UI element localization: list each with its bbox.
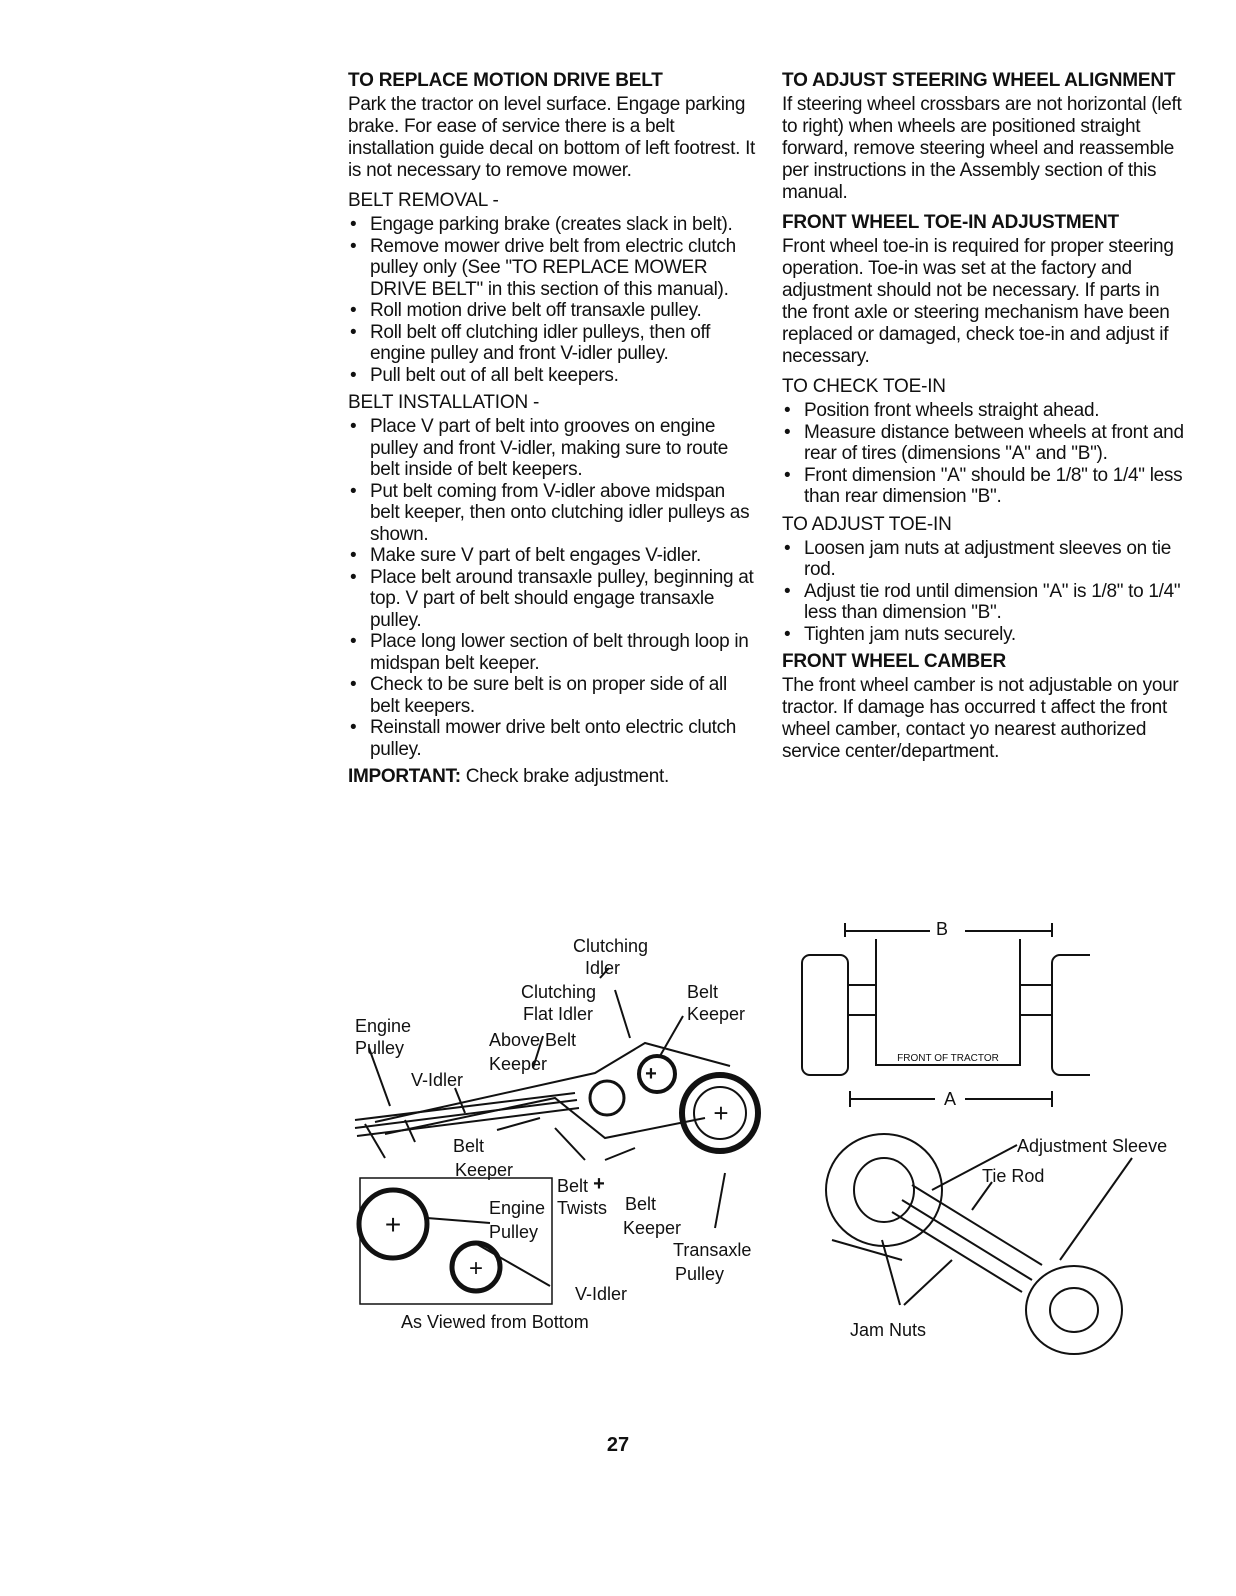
dimension-a-label: A [943, 1089, 957, 1109]
svg-text:+: + [384, 1209, 402, 1240]
axle-diagram [812, 1130, 1192, 1365]
list-item: • Place belt around transaxle pulley, beginning at top. V part of belt should engage transaxle pulley. [348, 567, 758, 632]
toe-in-text: Front wheel toe-in is required for proper steering operation. Toe-in was set at the factory and adjustment should not be necessary. If parts in the front axle or steering mechanism have been replaced or damaged, check toe-in and adjust if necessary. [782, 236, 1174, 367]
clutching-idler-label-2: Idler [585, 958, 621, 978]
belt-keeper-top-label-1: Belt [687, 982, 719, 1002]
v-idler-label: V-Idler [411, 1070, 464, 1090]
camber-heading: FRONT WHEEL CAMBER [782, 651, 1007, 672]
front-of-tractor-label: FRONT OF TRACTOR [897, 1053, 999, 1064]
check-toe-in-list [782, 400, 1187, 508]
motion-belt-intro: Park the tractor on level surface. Engage parking brake. For ease of service there is a belt installation guide decal on bottom of left footrest. It is not necessary to remove mower. [348, 94, 756, 181]
important-text: Check brake adjustment. [460, 766, 669, 787]
above-belt-keeper-label-1: Above Belt [489, 1030, 577, 1050]
svg-text:+: + [713, 1098, 729, 1128]
list-item: • Loosen jam nuts at adjustment sleeves on tie rod. [782, 538, 1187, 581]
camber-text: The front wheel camber is not adjustable on your tractor. If damage has occurred t affect the front wheel camber, contact yo nearest authorized service center/department. [782, 675, 1179, 762]
belt-removal-list [348, 214, 758, 386]
belt-installation-list [348, 416, 758, 760]
list-item: • Tighten jam nuts securely. [782, 624, 1187, 646]
list-item: • Remove mower drive belt from electric clutch pulley only (See "TO REPLACE MOWER DRIVE BELT" in this section of this manual). [348, 236, 758, 301]
adjust-toe-in-list [782, 538, 1187, 646]
list-item: • Measure distance between wheels at front and rear of tires (dimensions "A" and "B"). [782, 422, 1187, 465]
tie-rod-label: Tie Rod [982, 1166, 1045, 1186]
steering-alignment-text: If steering wheel crossbars are not horizontal (left to right) when wheels are positioned straight forward, remove steering wheel and reassemble per instructions in the Assembly section of this manual. [782, 94, 1182, 203]
list-item: • Roll motion drive belt off transaxle pulley. [348, 300, 758, 322]
page-number: 27 [606, 1434, 630, 1456]
check-toe-in-heading: TO CHECK TOE-IN [782, 376, 946, 397]
list-item: • Make sure V part of belt engages V-idler. [348, 545, 758, 567]
list-item: • Check to be sure belt is on proper side of all belt keepers. [348, 674, 758, 717]
steering-alignment-heading: TO ADJUST STEERING WHEEL ALIGNMENT [782, 70, 1176, 91]
list-item: • Adjust tie rod until dimension "A" is 1/8" to 1/4" less than dimension "B". [782, 581, 1187, 624]
adjustment-sleeve-label: Adjustment Sleeve [1017, 1136, 1168, 1156]
clutching-flat-idler-label-2: Flat Idler [523, 1004, 594, 1024]
list-item: • Put belt coming from V-idler above midspan belt keeper, then onto clutching idler pulleys as shown. [348, 481, 758, 546]
belt-keeper-left-label-2: Keeper [455, 1160, 514, 1180]
important-label: IMPORTANT: [348, 766, 461, 787]
belt-keeper-bottom-label-2: Keeper [623, 1218, 682, 1238]
motion-belt-heading: TO REPLACE MOTION DRIVE BELT [348, 70, 663, 91]
list-item: • Reinstall mower drive belt onto electric clutch pulley. [348, 717, 758, 760]
list-item: • Place V part of belt into grooves on engine pulley and front V-idler, making sure to route belt inside of belt keepers. [348, 416, 758, 481]
toe-in-heading: FRONT WHEEL TOE-IN ADJUSTMENT [782, 212, 1119, 233]
diagram-caption: As Viewed from Bottom [401, 1312, 589, 1332]
inset-engine-pulley-label-2: Pulley [489, 1222, 539, 1242]
belt-removal-heading: BELT REMOVAL - [348, 190, 499, 211]
transaxle-pulley-label-2: Pulley [675, 1264, 725, 1284]
toe-in-diagram [790, 915, 1090, 1115]
list-item: • Engage parking brake (creates slack in belt). [348, 214, 758, 236]
list-item: • Pull belt out of all belt keepers. [348, 365, 758, 387]
list-item: • Roll belt off clutching idler pulleys, then off engine pulley and front V-idler pulley. [348, 322, 758, 365]
clutching-flat-idler-label-1: Clutching [521, 982, 597, 1002]
belt-twists-label-2: Twists [557, 1198, 608, 1218]
list-item: • Place long lower section of belt through loop in midspan belt keeper. [348, 631, 758, 674]
jam-nuts-label: Jam Nuts [850, 1320, 927, 1340]
engine-pulley-label-1: Engine [355, 1016, 412, 1036]
svg-text:+: + [593, 1173, 605, 1195]
belt-installation-heading: BELT INSTALLATION - [348, 392, 540, 413]
belt-keeper-bottom-label-1: Belt [625, 1194, 657, 1214]
belt-keeper-left-label-1: Belt [453, 1136, 485, 1156]
dimension-b-label: B [935, 919, 949, 939]
transaxle-pulley-label-1: Transaxle [673, 1240, 752, 1260]
right-column [782, 70, 1187, 771]
belt-keeper-top-label-2: Keeper [687, 1004, 746, 1024]
belt-routing-diagram [345, 928, 765, 1338]
above-belt-keeper-label-2: Keeper [489, 1054, 548, 1074]
list-item: • Position front wheels straight ahead. [782, 400, 1187, 422]
important-note [348, 766, 758, 788]
svg-text:+: + [468, 1255, 484, 1282]
clutching-idler-label-1: Clutching [573, 936, 649, 956]
list-item: • Front dimension "A" should be 1/8" to 1/4" less than rear dimension "B". [782, 465, 1187, 508]
belt-twists-label-1: Belt [557, 1176, 589, 1196]
svg-text:+: + [645, 1063, 657, 1085]
engine-pulley-label-2: Pulley [355, 1038, 405, 1058]
inset-engine-pulley-label-1: Engine [489, 1198, 546, 1218]
left-column [348, 70, 758, 788]
inset-v-idler-label: V-Idler [575, 1284, 628, 1304]
adjust-toe-in-heading: TO ADJUST TOE-IN [782, 513, 952, 535]
